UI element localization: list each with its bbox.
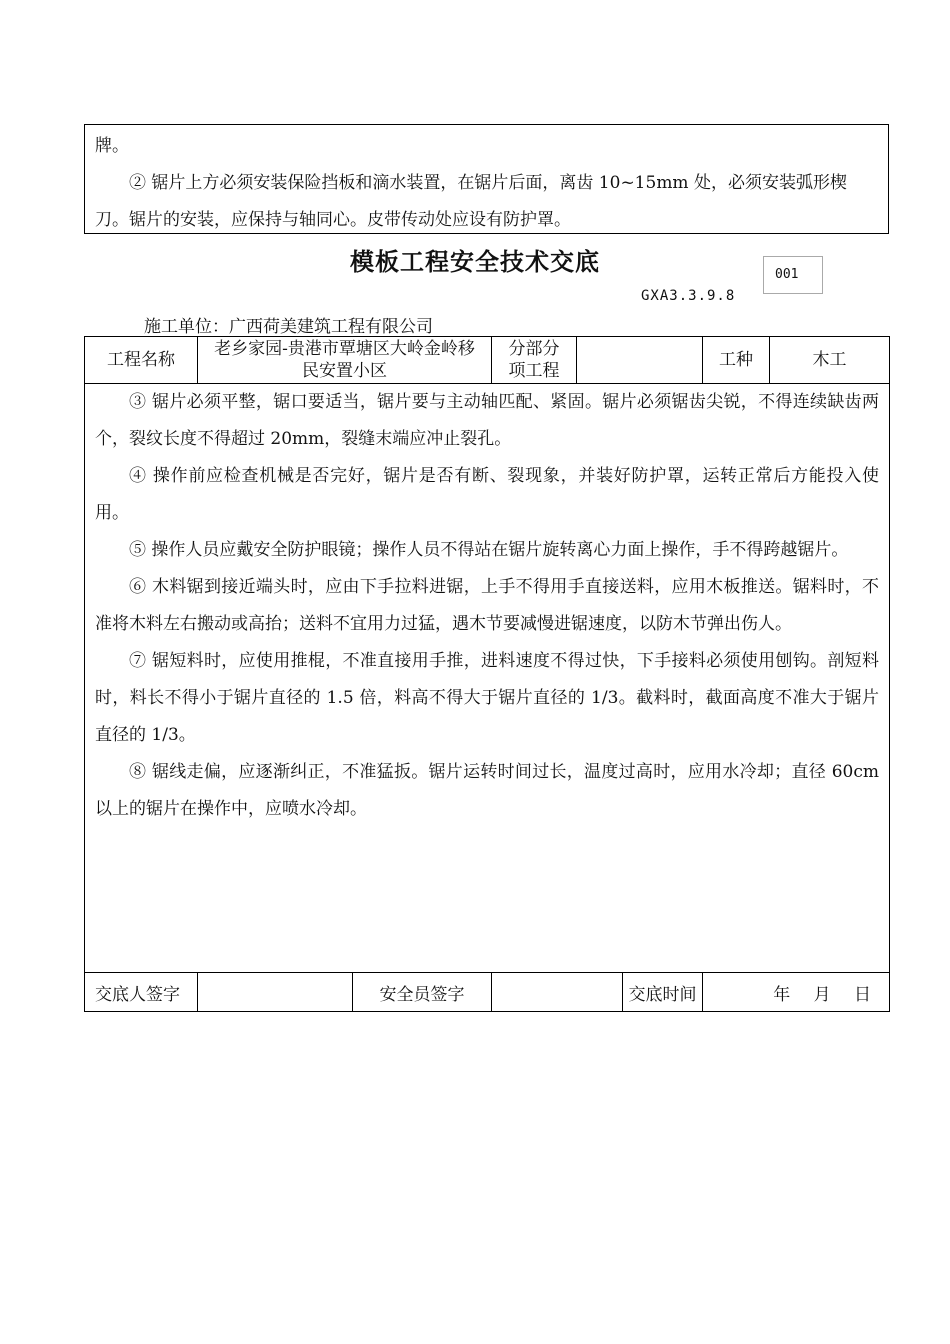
prev-paragraph: ② 锯片上方必须安装保险挡板和滴水装置，在锯片后面，离齿 10~15mm 处，必须安装弧形楔刀。锯片的安装，应保持与轴同心。皮带传动处应设有防护罩。 [95,173,847,230]
content-row [85,384,890,973]
safety-officer-signature-field [492,973,623,1012]
paragraph-5: ⑤ 操作人员应戴安全防护眼镜；操作人员不得站在锯片旋转离心力面上操作，手不得跨越锯片。 [129,540,849,560]
paragraph-6: ⑥ 木料锯到接近端头时，应由下手拉料进锯，上手不得用手直接送料，应用木板推送。锯料时，不准将木料左右搬动或高抬；送料不宜用力过猛，遇木节要减慢进锯速度，以防木节弹出伤人。 [95,577,879,634]
paragraph-4: ④ 操作前应检查机械是否完好，锯片是否有断、裂现象，并装好防护罩，运转正常后方能投入使用。 [95,466,879,523]
signature-row [85,973,890,1012]
briefer-signature-label: 交底人签字 [85,973,198,1012]
trade-value: 木工 [770,337,890,384]
sub-project-value [577,337,703,384]
form-code: GXA3.3.9.8 [641,288,736,304]
paragraph-7: ⑦ 锯短料时，应使用推棍，不准直接用手推，进料速度不得过快，下手接料必须使用刨钩。剖短料时，料长不得小于锯片直径的 1.5 倍，料高不得大于锯片直径的 1/3。截料时，截面高度不准大于锯片直径的 1/3。 [95,651,879,745]
construction-unit: 施工单位：广西荷美建筑工程有限公司 [144,317,433,337]
previous-section-box [84,124,889,234]
trade-label: 工种 [703,337,770,384]
briefing-time-label: 交底时间 [623,973,703,1012]
paragraph-3: ③ 锯片必须平整，锯口要适当，锯片要与主动轴匹配、紧固。锯片必须锯齿尖锐，不得连续缺齿两个，裂纹长度不得超过 20mm，裂缝末端应冲止裂孔。 [95,392,879,449]
paragraph-8: ⑧ 锯线走偏，应逐渐纠正，不准猛扳。锯片运转时间过长，温度过高时，应用水冷却；直径 60cm 以上的锯片在操作中，应喷水冷却。 [95,762,879,819]
project-name-value: 老乡家园-贵港市覃塘区大岭金岭移民安置小区 [198,337,492,384]
header-row [85,337,890,384]
briefing-date-field: 年 月 日 [703,973,890,1012]
project-name-label: 工程名称 [85,337,198,384]
prev-line: 牌。 [95,136,129,156]
safety-officer-signature-label: 安全员签字 [353,973,492,1012]
briefing-content [85,384,890,973]
document-title: 模板工程安全技术交底 [350,247,600,276]
sub-project-label: 分部分项工程 [492,337,577,384]
document-number-box: 001 [763,256,823,294]
briefing-table [84,336,890,1012]
briefer-signature-field [198,973,353,1012]
